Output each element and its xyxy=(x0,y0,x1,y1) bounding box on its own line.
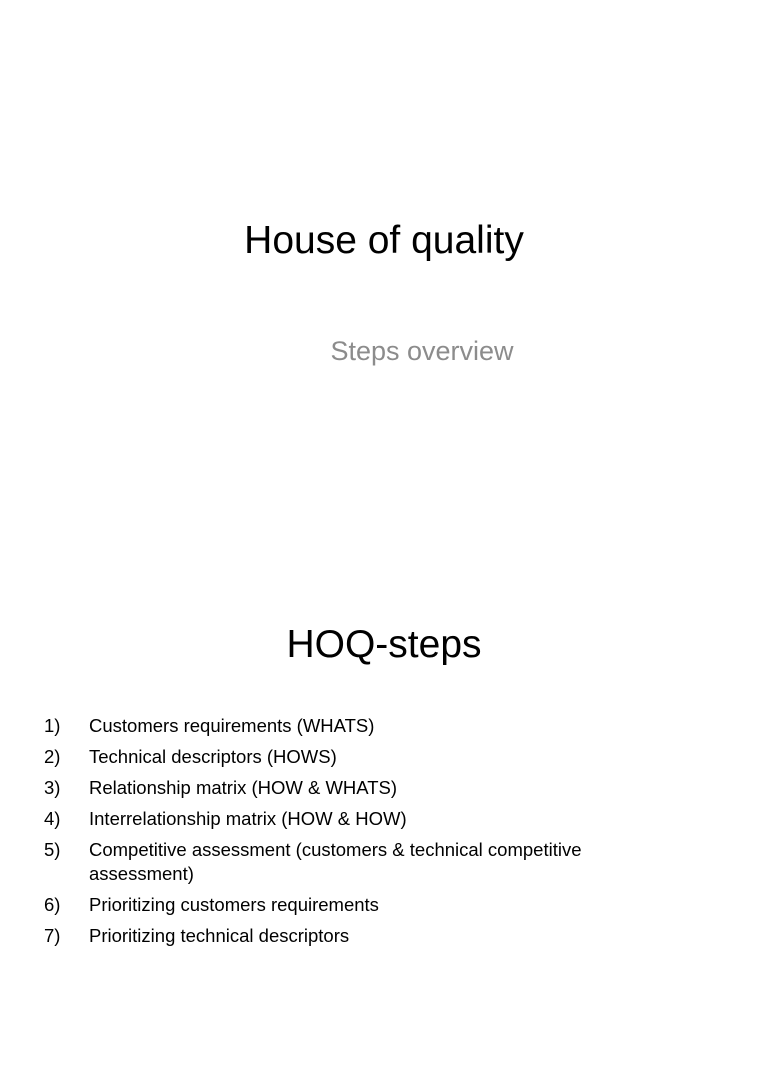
slide-title-heading: House of quality xyxy=(244,219,524,262)
steps-list xyxy=(44,714,684,955)
slide-steps xyxy=(0,576,768,1088)
list-item xyxy=(44,714,684,738)
list-item xyxy=(44,807,684,831)
step-number: 3) xyxy=(44,777,61,798)
step-text: Technical descriptors (HOWS) xyxy=(89,746,337,767)
step-number: 1) xyxy=(44,715,61,736)
step-number: 5) xyxy=(44,839,61,860)
slide-subtitle: Steps overview xyxy=(330,336,514,366)
list-item xyxy=(44,745,684,769)
step-number: 2) xyxy=(44,746,61,767)
step-text: Competitive assessment (customers & technical competitive assessment) xyxy=(89,839,582,884)
slide-title xyxy=(0,0,768,512)
list-item xyxy=(44,924,684,948)
step-text: Prioritizing customers requirements xyxy=(89,894,379,915)
step-number: 7) xyxy=(44,925,61,946)
list-item xyxy=(44,893,684,917)
list-item xyxy=(44,776,684,800)
list-item xyxy=(44,838,684,886)
step-text: Interrelationship matrix (HOW & HOW) xyxy=(89,808,407,829)
step-text: Customers requirements (WHATS) xyxy=(89,715,375,736)
step-text: Relationship matrix (HOW & WHATS) xyxy=(89,777,398,798)
step-number: 6) xyxy=(44,894,61,915)
steps-heading: HOQ-steps xyxy=(286,623,482,666)
step-number: 4) xyxy=(44,808,61,829)
step-text: Prioritizing technical descriptors xyxy=(89,925,350,946)
